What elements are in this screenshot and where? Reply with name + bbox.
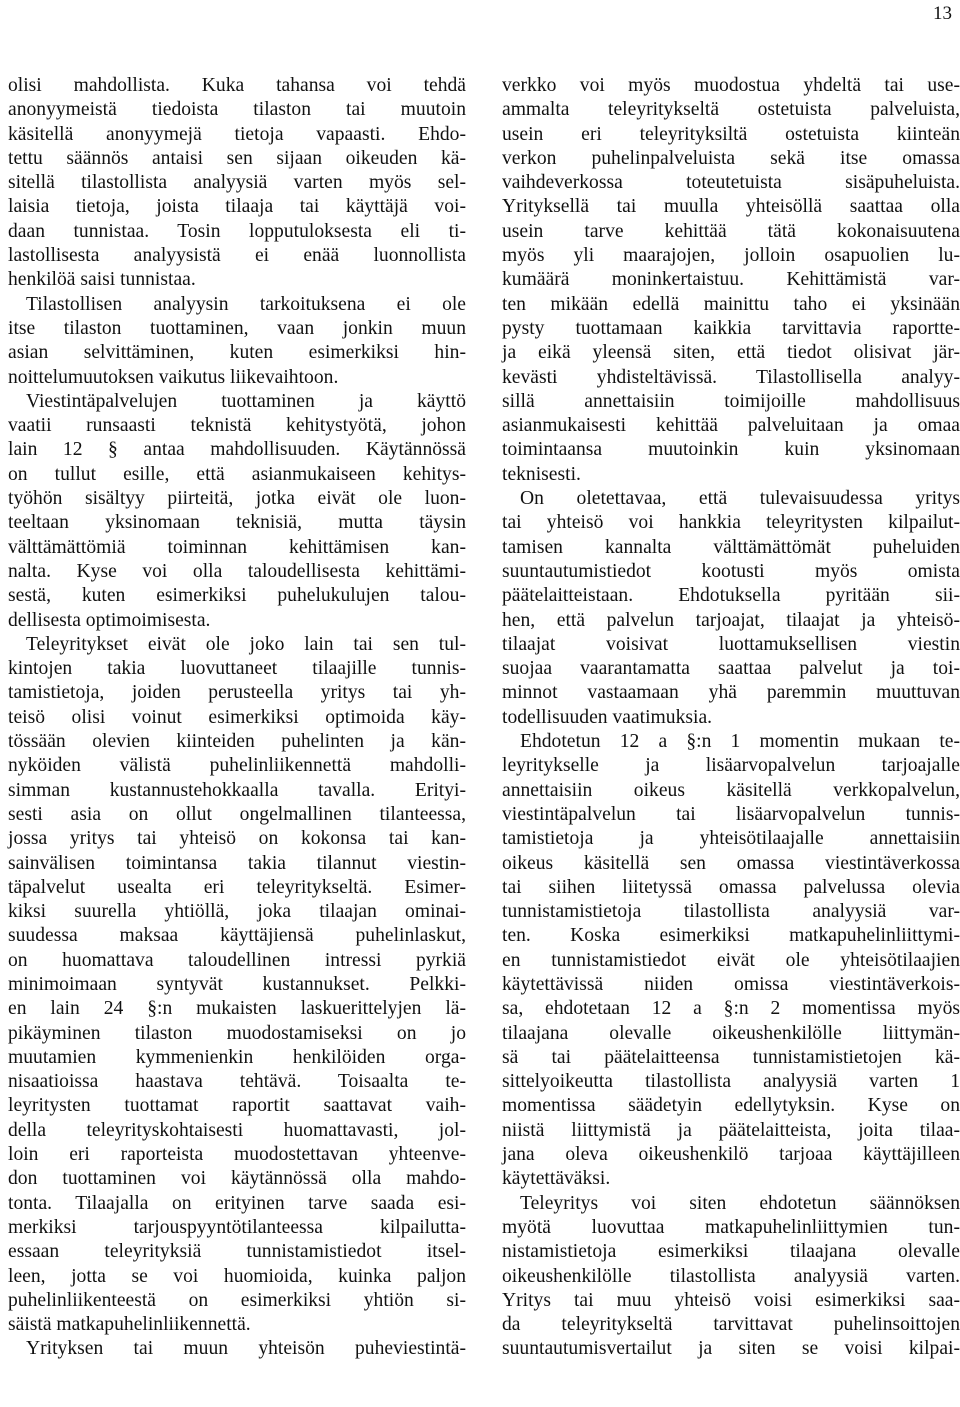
text-line: nistamistietoja esimerkiksi tilaajana olevalle (502, 1241, 960, 1263)
text-line: tettu säännös antaisi sen sijaan oikeuden kä- (8, 147, 466, 169)
text-line: tamistietoja, joiden perusteella yritys tai yh- (8, 682, 466, 704)
left-text-column (8, 74, 466, 1362)
text-line: itse tilaston tuottaminen, vaan jonkin muun (8, 317, 466, 339)
text-line: ja eikä yleensä siten, että tiedot olisivat jär- (502, 342, 960, 364)
text-line: nisaatioissa haastava tehtävä. Toisaalta te- (8, 1071, 466, 1093)
text-line: puhelinliikenteestä on esimerkiksi yhtiön si- (8, 1289, 466, 1311)
text-line: lastollisesta analyysistä ei enää luonnollista (8, 245, 466, 267)
text-line: on tullut esille, että asianmukaiseen kehitys- (8, 463, 466, 485)
text-line: annettaisiin oikeus käsitellä verkkopalvelun, (502, 779, 960, 801)
text-line: essaan teleyrityksiä tunnistamistiedot itsel- (8, 1241, 466, 1263)
text-line: tamistietoja ja yhteisötilaajalle annettaisiin (502, 828, 960, 850)
text-line: teknisesti. (502, 463, 581, 485)
text-line: sillä annettaisiin toimijoille mahdollisuus (502, 390, 960, 412)
text-line: ten mikään edellä mainittu taho ei yksinään (502, 293, 960, 315)
text-line: jossa yritys tai yhteisö on kokonsa tai kan- (8, 828, 466, 850)
text-line: minnot vastaamaan yhä paremmin muuttuvan (502, 682, 960, 704)
text-line: daan tunnistaa. Tosin lopputuloksesta eli ti- (8, 220, 466, 242)
text-line: työhön sisältyy piirteitä, jotka eivät ole luon- (8, 488, 466, 510)
text-line: leyritykselle ja lisäarvopalvelun tarjoajalle (502, 755, 960, 777)
text-line: en lain 24 §:n mukaisten laskuerittelyjen lä- (8, 998, 466, 1020)
text-line: tilaajana olevalle oikeushenkilölle liittymän- (502, 1022, 960, 1044)
text-line: kumäärä moninkertaistuu. Kehittämistä var- (502, 269, 960, 291)
text-line: käsitellä anonyymejä tietoja vapaasti. Ehdo- (8, 123, 466, 145)
page-number: 13 (933, 3, 952, 24)
text-line: Yrityksellä tai muulla yhteisöllä saattaa olla (502, 196, 960, 218)
text-line: niistä liittymistä ja päätelaitteista, joita tilaa- (502, 1119, 960, 1141)
text-line: sittelyoikeutta tilastollista analyysiä varten 1 (502, 1071, 960, 1093)
text-line: ammalta teleyritykseltä ostetuista palveluista, (502, 99, 960, 121)
text-line: tunnistamistietoja tilastollista analyysiä var- (502, 901, 960, 923)
text-line: momentissa säädetyin edellytyksin. Kyse on (502, 1095, 960, 1117)
text-line: kintojen takia luovuttaneet tilaajille tunnis- (8, 658, 466, 680)
text-line: viestintäpalvelun tai lisäarvopalvelun tunnis- (502, 803, 960, 825)
text-line: käytettävissä niiden omissa viestintäverkois- (502, 973, 960, 995)
text-line: teisö olisi voinut esimerkiksi optimoida käy- (8, 706, 466, 728)
text-line: leen, jotta se voi huomioida, kuinka paljon (8, 1265, 466, 1287)
text-line: noittelumuutoksen vaikutus liikevaihtoon. (8, 366, 339, 388)
text-line: suuntautumisvertailut ja siten se voisi kilpai- (502, 1338, 960, 1360)
text-line: sesti asia on ollut ongelmallinen tilanteessa, (8, 803, 466, 825)
text-line: Yritys tai muu yhteisö voisi esimerkiksi saa- (502, 1289, 960, 1311)
text-line: simman kustannustehokkaalla tavalla. Erityi- (8, 779, 466, 801)
text-line: lain 12 § antaa mahdollisuuden. Käytännössä (8, 439, 466, 461)
text-line: don tuottaminen voi käytännössä olla mahdo- (8, 1168, 466, 1190)
text-line: käytettäväksi. (502, 1168, 611, 1190)
text-line: vaihdeverkossa toteutetuista sisäpuheluista. (502, 172, 960, 194)
text-line: tonta. Tilaajalla on erityinen tarve saada esi- (8, 1192, 466, 1214)
text-line: toimintaansa muutoinkin kuin yksinomaan (502, 439, 960, 461)
text-line: henkilöä saisi tunnistaa. (8, 269, 196, 291)
text-line: Viestintäpalvelujen tuottaminen ja käyttö (26, 390, 466, 412)
text-line: verkko voi myös muodostua yhdeltä tai use- (502, 75, 960, 96)
text-line: Yrityksen tai muun yhteisön puheviestintä- (26, 1338, 466, 1360)
text-line: sestä, kuten esimerkiksi puhelukulujen talou- (8, 585, 466, 607)
text-line: usein eri teleyrityksiltä ostetuista kiinteän (502, 123, 960, 145)
text-line: tamisen kannalta välttämättömät puheluiden (502, 536, 960, 558)
text-line: sä tai päätelaitteensa tunnistamistietojen kä- (502, 1046, 960, 1068)
text-line: tössään olevien kiinteiden puhelinten ja kän- (8, 731, 466, 753)
text-line: säistä matkapuhelinliikennettä. (8, 1314, 251, 1336)
text-line: pysty tuottamaan kaikkia tarvittavia raportte- (502, 317, 960, 339)
text-line: loin eri raporteista muodostettavan yhteenve- (8, 1144, 466, 1166)
text-line: sa, ehdotetaan 12 a §:n 2 momentissa myös (502, 998, 960, 1020)
text-line: olisi mahdollista. Kuka tahansa voi tehdä (8, 75, 466, 96)
text-line: suuntautumistiedot kootusti myös omista (502, 560, 960, 582)
text-line: jana oleva oikeushenkilö tarjoaa käyttäjilleen (502, 1144, 960, 1166)
text-line: asian selvittäminen, kuten esimerkiksi hin- (8, 342, 466, 364)
text-line: leyritysten tuottamat raportit saattavat vaih- (8, 1095, 466, 1117)
text-line: minimoimaan syntyvät kustannukset. Pelkki- (8, 973, 466, 995)
text-line: laisia tietoja, joista tilaaja tai käyttäjä voi- (8, 196, 466, 218)
text-line: On oletettavaa, että tulevaisuudessa yritys (520, 488, 960, 510)
text-line: on huomattava taloudellinen intressi pyrkiä (8, 949, 466, 971)
text-line: verkon puhelinpalveluista sekä itse omassa (502, 147, 960, 169)
text-line: Tilastollisen analyysin tarkoituksena ei ole (26, 293, 466, 315)
text-line: Teleyritykset eivät ole joko lain tai sen tul- (26, 633, 466, 655)
text-line: myötä luovuttaa matkapuhelinliittymien tun- (502, 1216, 960, 1238)
text-line: välttämättömiä toiminnan kehittämisen kan- (8, 536, 466, 558)
text-line: oikeushenkilölle tilastollista analyysiä varten. (502, 1265, 960, 1287)
text-line: tai siihen liitetyssä omassa palvelussa olevia (502, 876, 960, 898)
text-line: tilaajat voisivat luottamuksellisen viestin (502, 633, 960, 655)
text-line: della teleyrityskohtaisesti huomattavasti, jol- (8, 1119, 466, 1141)
right-text-column (502, 74, 960, 1362)
text-line: nyköiden välistä puhelinliikennettä mahdolli- (8, 755, 466, 777)
text-line: todellisuuden vaatimuksia. (502, 706, 713, 728)
text-line: da teleyritykseltä tarvittavat puhelinsoittojen (502, 1314, 960, 1336)
text-line: ten. Koska esimerkiksi matkapuhelinliittymi- (502, 925, 960, 947)
text-line: dellisesta optimoimisesta. (8, 609, 211, 631)
text-line: teeltaan yksinomaan teknisiä, mutta täysin (8, 512, 466, 534)
text-line: päätelaitteistaan. Ehdotuksella pyritään sii- (502, 585, 960, 607)
text-line: nalta. Kyse voi olla taloudellisesta kehittämi- (8, 560, 466, 582)
text-line: merkiksi tarjouspyyntötilanteessa kilpailutta- (8, 1216, 466, 1238)
text-line: vaatii runsaasti teknistä kehitystyötä, johon (8, 415, 466, 437)
text-line: sitellä tilastollista analyysiä varten myös sel- (8, 172, 466, 194)
text-line: pikäyminen tilaston muodostamiseksi on jo (8, 1022, 466, 1044)
text-line: muutamien kymmenienkin henkilöiden orga- (8, 1046, 466, 1068)
text-line: en tunnistamistiedot eivät ole yhteisötilaajien (502, 949, 960, 971)
text-line: Ehdotetun 12 a §:n 1 momentin mukaan te- (520, 731, 960, 753)
text-line: asianmukaisesti kehittää palveluitaan ja omaa (502, 415, 960, 437)
text-line: sainvälisen toimintansa takia tilannut viestin- (8, 852, 466, 874)
text-line: Teleyritys voi siten ehdotetun säännöksen (520, 1192, 960, 1214)
text-line: anonyymeistä tiedoista tilaston tai muutoin (8, 99, 466, 121)
text-line: usein tarve kehittää tätä kokonaisuutena (502, 220, 960, 242)
text-line: tai yhteisö voi hankkia teleyritysten kilpailut- (502, 512, 960, 534)
text-line: hen, että palvelun tarjoajat, tilaajat ja yhteisö- (502, 609, 960, 631)
text-line: suojaa vaarantamatta saattaa palvelut ja toi- (502, 658, 960, 680)
text-line: oikeus käsitellä sen omassa viestintäverkossa (502, 852, 960, 874)
text-line: suudessa maksaa käyttäjiensä puhelinlaskut, (8, 925, 466, 947)
text-line: kevästi yhdisteltävissä. Tilastollisella analyy- (502, 366, 960, 388)
text-line: myös yli maarajojen, jolloin osapuolien lu- (502, 245, 960, 267)
text-line: kiksi suurella yhtiöllä, joka tilaajan ominai- (8, 901, 466, 923)
text-line: täpalvelut usealta eri teleyritykseltä. Esimer- (8, 876, 466, 898)
